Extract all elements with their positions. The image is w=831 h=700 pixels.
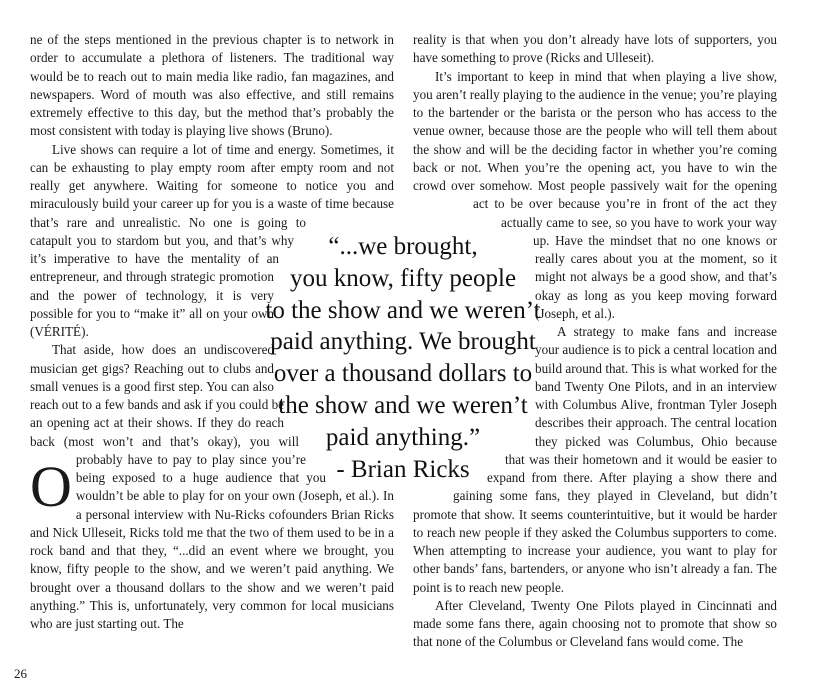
drop-cap: O — [30, 454, 72, 519]
paragraph-getting-gigs: That aside, how does an undiscovered musician get gigs? Reaching out to clubs and small venues is a good first step. You can also reach out to a few bands and ask if you could be an opening act at their shows. If they do reach back (most won’t and that’s okay), you will probably have to pay to play since you’re being exposed to a huge audience that you wouldn’t be able to play for on your own (Joseph, et al.). In a personal interview with Nu-Ricks cofounders Brian Ricks and Nick Ulleseit, Ricks told me that the two of them used to be in a rock band and that they, “...did an event where we brought, you know, fifty people to the show, and we weren’t paid anything. We brought over a thousand dollars to the show and we weren’t paid anything.” This is, unfortunately, very common for local musicians who are just starting out. The — [30, 342, 394, 631]
pull-quote — [253, 231, 553, 485]
pull-quote-line: paid anything.” — [325, 423, 481, 451]
paragraph-central-location: A strategy to make fans and increase your audience is to pick a central location and build around that. This is what worked for the band Twenty One Pilots, and in an interview with Columbus Alive, frontman Tyler Joseph describes their approach. The central location they picked was Columbus, Ohio because that was their hometown and it would be easier to expand from there. After playing a show there and gaining some fans, they played in Cleveland, but didn’t promote that show. It seems counterintuitive, but it would be harder to reach new people if they asked the Columbus supporters to come. When attempting to increase your audience, you want to play for other bands’ fans, bartenders, or anyone who isn’t already a fan. The point is to reach new people. — [413, 324, 777, 595]
paragraph-cincinnati: After Cleveland, Twenty One Pilots played in Cincinnati and made some fans there, again choosing not to promote that show so that none of the Columbus or Cleveland fans would come. The — [413, 597, 777, 650]
pull-quote-line: you know, fifty people — [289, 264, 517, 292]
pull-quote-line: the show and we weren’t — [278, 391, 528, 419]
pull-quote-line: over a thousand dollars to — [273, 360, 533, 388]
pull-quote-attribution: - Brian Ricks — [336, 455, 470, 483]
pull-quote-line: paid anything. We brought — [270, 328, 536, 356]
page-number: 26 — [14, 666, 27, 681]
paragraph-live-show-tips: It’s important to keep in mind that when playing a live show, you aren’t really playing to the audience in the venue; you’re playing to the bartender or the barista or the person who has access to the venue owner, because those are the people who will tell them about the show and will be the deciding factor in whether you’re coming back or not. When you’re the opening act, you have to win the crowd over somehow. Most people passively wait for the opening act to be over because you’re in front of the act they actually came to see, so you have to work your way up. Have the mindset that no one knows or really cares about you at the moment, so it might not always be a good show, and that’s okay as long as you keep moving forward (Joseph, et al.). — [413, 68, 777, 321]
paragraph-continued: reality is that when you don’t already have lots of supporters, you have something to prove (Ricks and Ulleseit). — [413, 32, 777, 66]
paragraph-intro: O ne of the steps mentioned in the previous chapter is to network in order to accumulate a plethora of listeners. The traditional way would be to reach out to main media like radio, fan magazines, and newspapers. Word of mouth was also effective, and still remains extremely effective to this day, but the method that’s probably the most consistent with today is playing live shows (Bruno). — [30, 32, 394, 519]
pull-quote-line: “...we brought, — [328, 233, 478, 260]
pull-quote-line: to the show and we weren’t — [265, 296, 541, 324]
paragraph-live-shows: Live shows can require a lot of time and energy. Sometimes, it can be exhausting to play empty room after empty room and not really get anywhere. Waiting for someone to notice you and miraculously build your career up for you is a waste of time because that’s rare and unrealistic. No one is going to catapult you to stardom but you, and that’s why it’s imperative to have the mentality of an entrepreneur, and through strategic promotion and the power of technology, it is very possible for you to “make it” all on your own (VÉRITÉ). — [30, 141, 394, 339]
